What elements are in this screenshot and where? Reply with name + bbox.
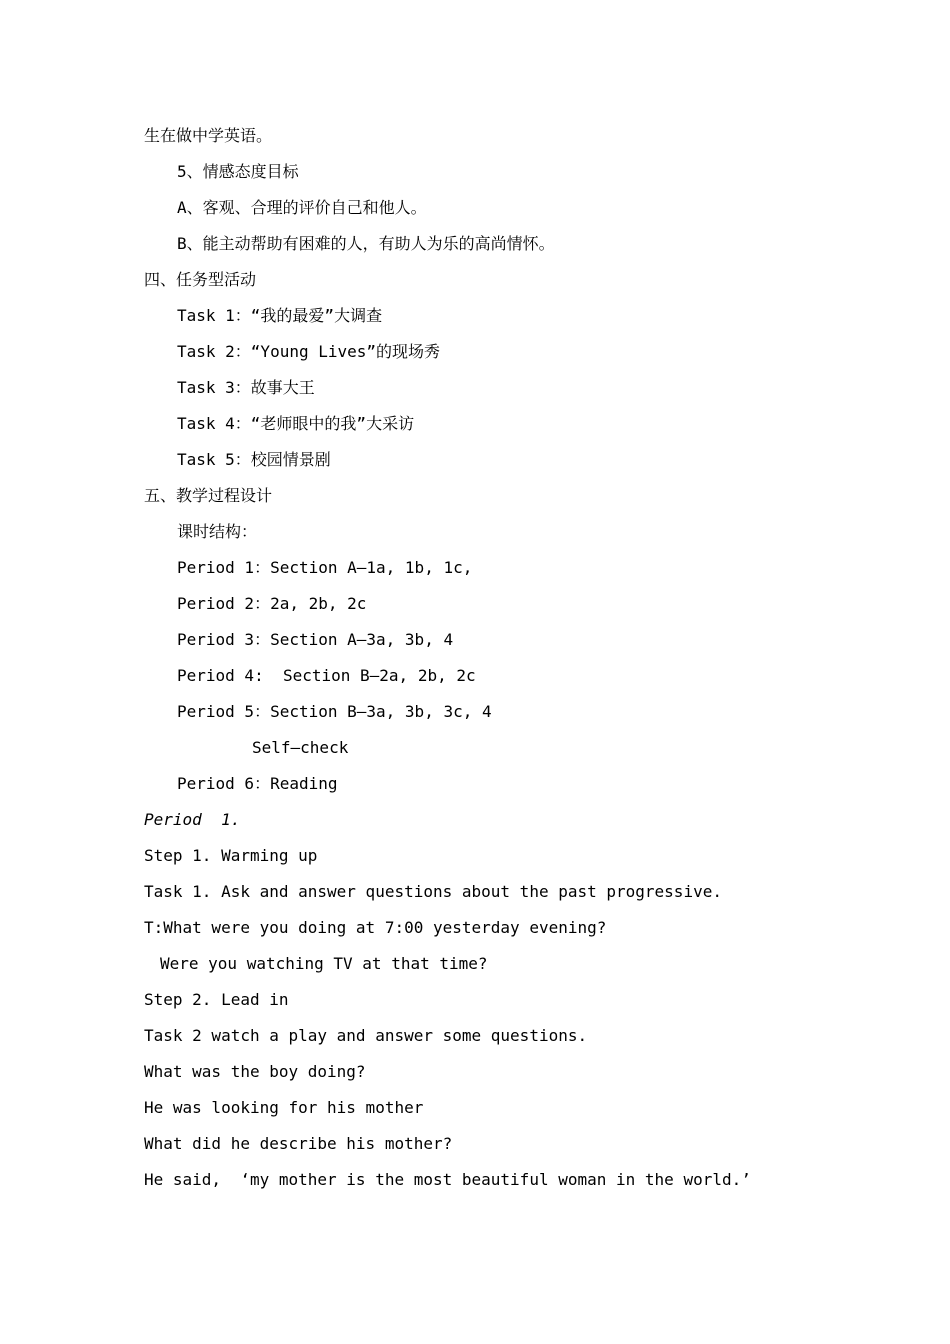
step-heading: Step 2. Lead in — [144, 990, 289, 1009]
text-line: Task 1. Ask and answer questions about the past progressive. — [144, 882, 722, 901]
period-item: Period 1：Section A—1a, 1b, 1c, — [177, 558, 473, 577]
text-line: 生在做中学英语。 — [144, 126, 273, 145]
text-line: What was the boy doing? — [144, 1062, 366, 1081]
text-line: Task 2 watch a play and answer some questions. — [144, 1026, 588, 1045]
period-item: Period 6：Reading — [177, 774, 338, 793]
text-line: 课时结构： — [177, 522, 258, 541]
period-item: Period 5：Section B—3a, 3b, 3c, 4 — [177, 702, 492, 721]
period-item: Period 4: Section B—2a, 2b, 2c — [177, 666, 476, 685]
step-heading: Step 1. Warming up — [144, 846, 318, 865]
text-line: He said, ‘my mother is the most beautiful woman in the world.’ — [144, 1170, 751, 1189]
text-line: Were you watching TV at that time? — [160, 954, 488, 973]
task-item: Task 3：故事大王 — [177, 378, 315, 397]
period-item: Self—check — [252, 738, 349, 757]
section-heading: 5、情感态度目标 — [177, 162, 299, 181]
period-heading: Period 1. — [144, 810, 241, 829]
text-line: He was looking for his mother — [144, 1098, 424, 1117]
text-line: B、能主动帮助有困难的人，有助人为乐的高尚情怀。 — [177, 234, 555, 253]
text-line: What did he describe his mother? — [144, 1134, 453, 1153]
task-item: Task 5：校园情景剧 — [177, 450, 331, 469]
section-heading: 五、教学过程设计 — [144, 486, 273, 505]
task-item: Task 4：“老师眼中的我”大采访 — [177, 414, 415, 433]
period-item: Period 2：2a, 2b, 2c — [177, 594, 367, 613]
text-line: A、客观、合理的评价自己和他人。 — [177, 198, 427, 217]
period-item: Period 3：Section A—3a, 3b, 4 — [177, 630, 454, 649]
task-item: Task 2：“Young Lives”的现场秀 — [177, 342, 441, 361]
section-heading: 四、任务型活动 — [144, 270, 257, 289]
task-item: Task 1：“我的最爱”大调查 — [177, 306, 383, 325]
text-line: T:What were you doing at 7:00 yesterday evening? — [144, 918, 607, 937]
